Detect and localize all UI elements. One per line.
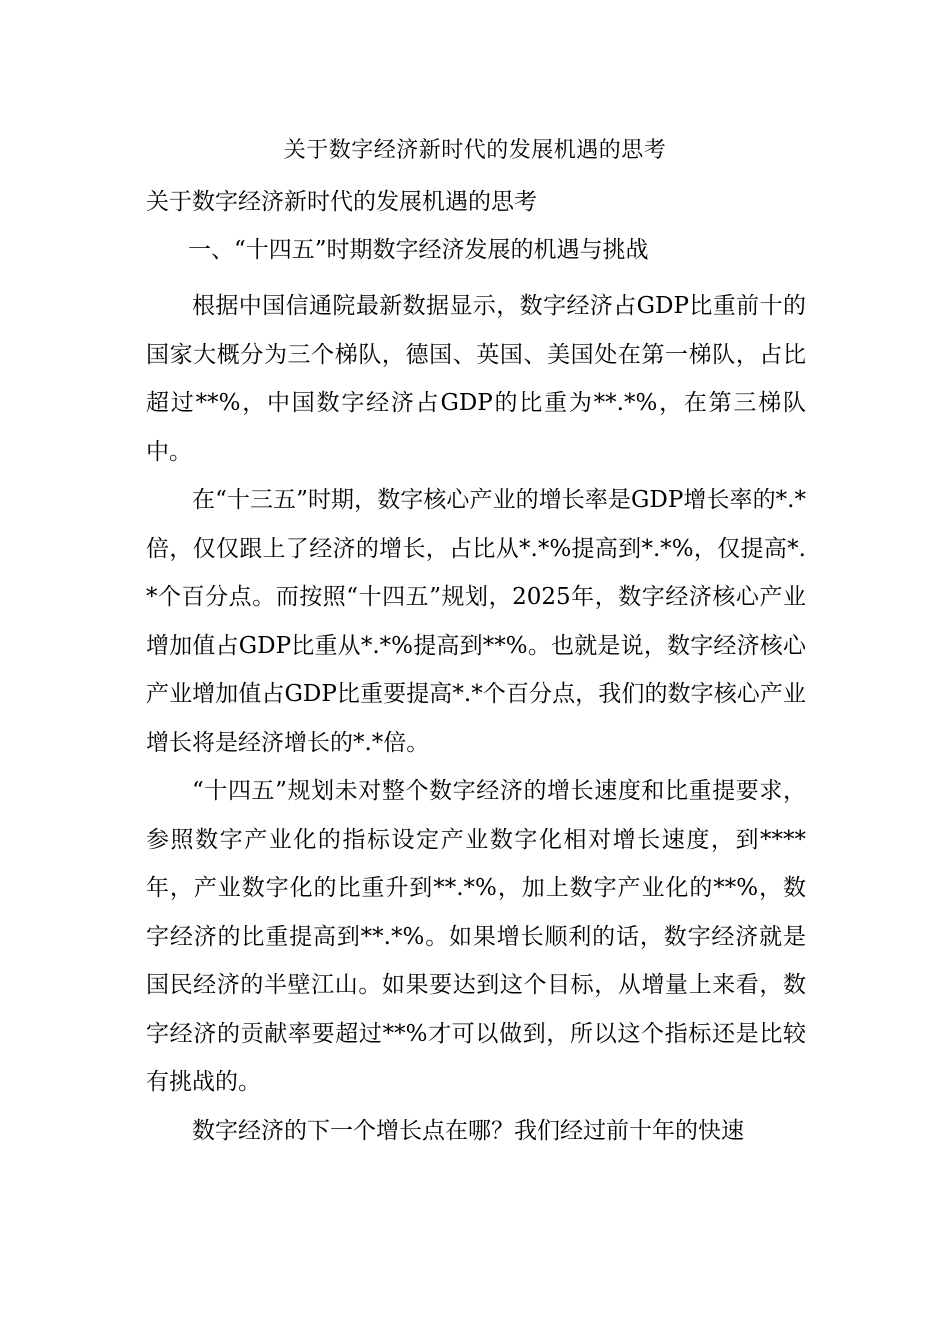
paragraph-4: 数字经济的下一个增长点在哪？我们经过前十年的快速 xyxy=(192,1117,744,1144)
paragraph-1: 根据中国信通院最新数据显示，数字经济占GDP比重前十的国家大概分为三个梯队，德国、英国、美国处在第一梯队，占比超过**%，中国数字经济占GDP的比重为**.*%，在第三梯队中。 xyxy=(146,293,806,465)
paragraph-3: “十四五”规划未对整个数字经济的增长速度和比重提要求，参照数字产业化的指标设定产业数字化相对增长速度，到****年，产业数字化的比重升到**.*%，加上数字产业化的**%，数字经济的比重提高到**.*%。如果增长顺利的话，数字经济就是国民经济的半壁江山。如果要达到这个目标，从增量上来看，数字经济的贡献率要超过**%才可以做到，所以这个指标还是比较有挑战的。 xyxy=(146,778,806,1095)
paragraph-2: 在“十三五”时期，数字核心产业的增长率是GDP增长率的*.*倍，仅仅跟上了经济的增长，占比从*.*%提高到*.*%，仅提高*.*个百分点。而按照“十四五”规划，2025年，数字经济核心产业增加值占GDP比重从*.*%提高到**%。也就是说，数字经济核心产业增加值占GDP比重要提高*.*个百分点，我们的数字核心产业增长将是经济增长的*.*倍。 xyxy=(146,487,806,756)
document-title: 关于数字经济新时代的发展机遇的思考 xyxy=(283,138,667,163)
section-heading: 一、“十四五”时期数字经济发展的机遇与挑战 xyxy=(188,237,649,263)
document-subtitle: 关于数字经济新时代的发展机遇的思考 xyxy=(146,189,537,215)
document-body xyxy=(146,282,806,1155)
